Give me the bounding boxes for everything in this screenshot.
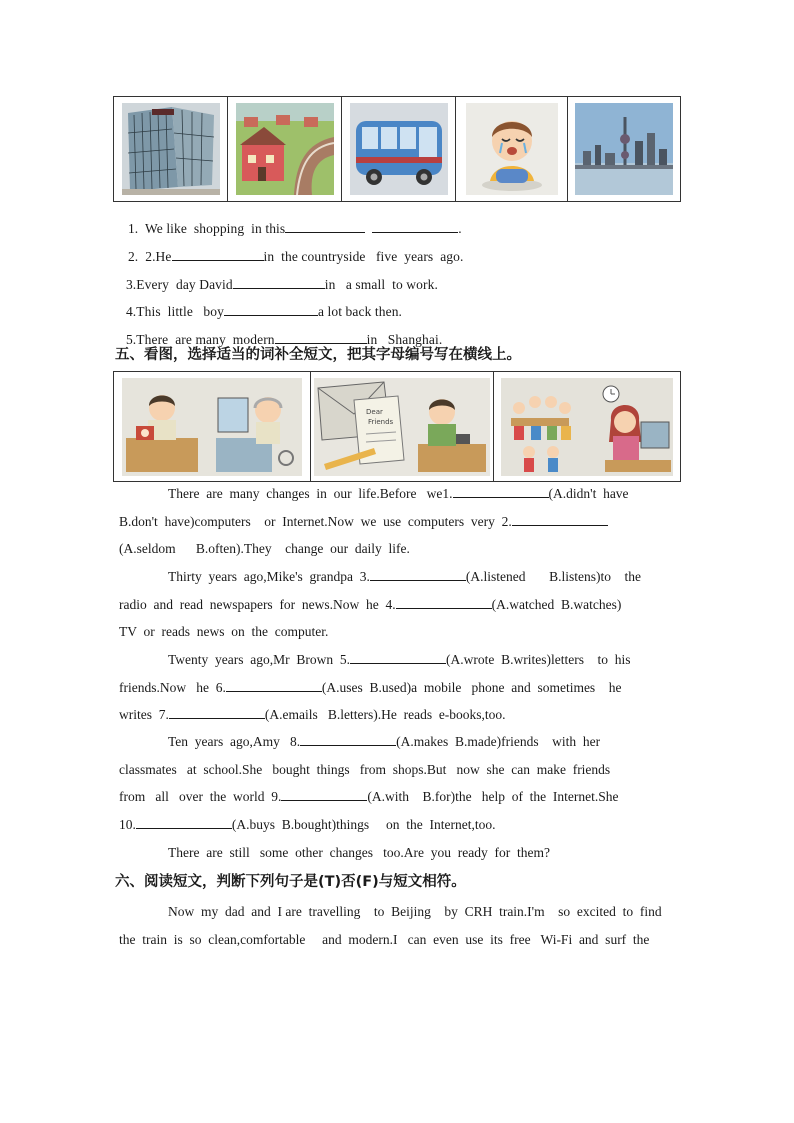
passage-line [119,674,671,702]
passage-text: the train is so clean,comfortable and modern.I can even use its free Wi-Fi and surf the [119,931,650,947]
sentence-number: 5. [125,332,137,347]
passage-text: from all over the world 9. [119,789,282,805]
passage-text: Twenty years ago,Mr Brown 5. [168,652,351,667]
passage-text: (A.uses B.used)a mobile phone and sometimes he [321,679,622,695]
passage-line [119,728,671,756]
passage-text: (A.makes B.made)friends with her [396,734,601,749]
radio-computer-picture [122,378,302,476]
passage-paragraph-2 [119,563,671,646]
answer-blank-9[interactable] [281,788,367,801]
crying-boy-picture [466,103,558,195]
passage-line [119,535,671,563]
passage-text: (A.listened B.listens)to the [465,569,641,584]
svg-text:Friends: Friends [368,417,394,426]
section-6-heading: 六、阅读短文，判断下列句子是(T)否(F)与短文相符。 [115,874,466,890]
picture-cell-letter-and-phone [311,372,494,481]
answer-blank-7[interactable] [169,706,265,719]
passage-paragraph-3 [119,646,671,729]
sentence-text: in Shanghai. [366,332,443,347]
sentence-number: 3. [125,277,137,292]
passage-text: B.don't have)computers or Internet.Now we use computers very 2. [119,513,512,529]
sentence-text: This little boy [136,304,224,319]
passage-line [119,701,671,729]
picture-cell-shopping-mall [114,97,228,201]
picture-cell-countryside [228,97,342,201]
passage-text: writes 7. [119,707,169,723]
passage-line [119,811,671,839]
answer-blank-3[interactable] [370,568,466,581]
svg-text:Dear: Dear [366,407,383,416]
passage-paragraph-1 [119,480,671,563]
answer-blank-4[interactable] [396,596,492,609]
passage-text: Thirty years ago,Mike's grandpa 3. [168,569,370,584]
passage-line [119,646,671,674]
passage-text: (A.emails B.letters).He reads e-books,too. [264,707,506,723]
answer-blank-2[interactable] [512,513,608,526]
passage-paragraph-4 [119,728,671,838]
answer-blank-8[interactable] [300,733,396,746]
city-skyline-picture [575,103,673,195]
sentence-number: 4. [125,304,137,319]
sentence-text: There are many modern [136,332,275,347]
sentence-text: We like shopping in this [145,221,286,236]
passage-text: (A.with B.for)the help of the Internet.She [367,789,619,805]
reading-passage [119,898,671,953]
sentence-text: in the countryside five years ago. [263,249,464,264]
passage-text: There are many changes in our life.Before we1. [168,486,453,501]
passage-text: (A.buys B.bought)things on the Internet,too. [231,816,496,832]
picture-cell-city-skyline [568,97,680,201]
passage-text: (A.didn't have [548,486,629,501]
answer-blank-5[interactable] [350,651,446,664]
answer-blank-6[interactable] [226,679,322,692]
passage-line [119,563,671,591]
passage-line [119,783,671,811]
picture-table-1 [113,96,681,202]
passage-text: TV or reads news on the computer. [119,624,329,640]
section-5-heading: 五、看图，选择适当的词补全短文，把其字母编号写在横线上。 [115,347,521,363]
sentence-text: 2.He [145,249,172,264]
passage-text: (A.wrote B.writes)letters to his [446,652,631,667]
bus-picture [350,103,448,195]
passage-text: Now my dad and I are travelling to Beijing by CRH train.I'm so excited to find [168,904,662,919]
passage-text: classmates at school.She bought things from shops.But now she can make friends [119,761,611,777]
picture-table-2 [113,371,681,482]
passage-closing [119,839,671,867]
passage-text: (A.seldom B.often).They change our daily life. [119,541,410,557]
passage-line [119,480,671,508]
friends-internet-picture [501,378,673,476]
passage-text: There are still some other changes too.Are you ready for them? [168,845,550,860]
sentence-text: . [458,221,462,236]
passage-line [119,591,671,619]
sentence-text: a lot back then. [317,304,403,319]
countryside-picture [236,103,334,195]
picture-cell-radio-and-computer [114,372,311,481]
letter-phone-picture [314,378,490,476]
sentence-text: in a small to work. [324,277,438,292]
sentence-number: 1. [127,221,139,236]
shopping-mall-picture [122,103,220,195]
sentence-text: Every day David [136,277,233,292]
passage-text: friends.Now he 6. [119,679,226,695]
sentence-number: 2. [127,249,139,264]
passage-text: radio and read newspapers for news.Now he 4. [119,596,396,612]
answer-blank-1[interactable] [453,485,549,498]
passage-line [119,508,671,536]
picture-cell-bus [342,97,456,201]
passage-text: 10. [119,816,136,832]
picture-cell-crying-boy [456,97,568,201]
passage-line [119,618,671,646]
answer-blank-10[interactable] [136,816,232,829]
picture-cell-friends-and-internet [494,372,680,481]
passage-line [119,756,671,784]
passage-text: Ten years ago,Amy 8. [168,734,301,749]
passage-text: (A.watched B.watches) [491,596,622,612]
